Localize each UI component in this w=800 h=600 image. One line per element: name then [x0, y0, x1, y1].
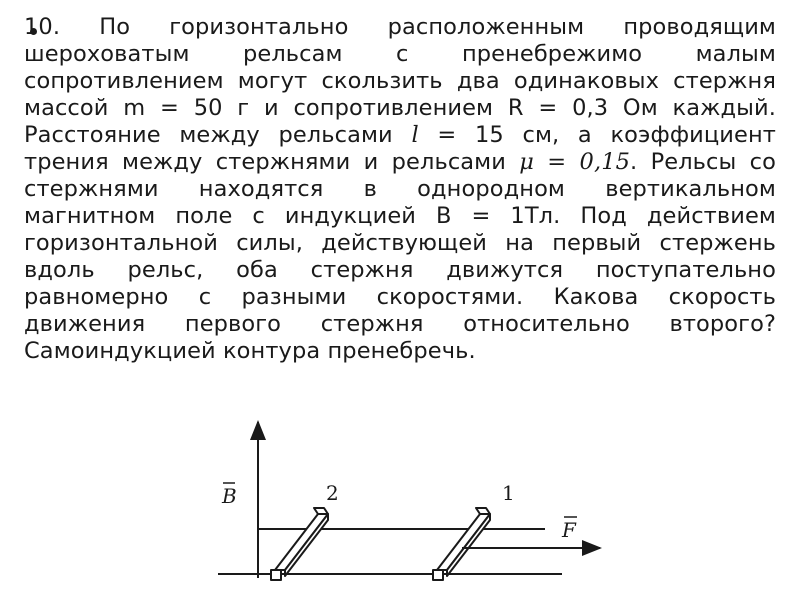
var-l: l: [411, 122, 419, 148]
problem-text-part1: По горизонтально расположенным проводящим шероховатым рельсам с пренебрежимо малым сопротивлением могут скользить два одинаковых стержня массой m = 50 г и сопротивлением R = 0,3 Ом каждый. Расстояние между рельсами: [24, 14, 776, 148]
svg-text:F: F: [562, 518, 576, 542]
problem-number: 10.: [24, 14, 61, 40]
rod-1-label: 1: [502, 481, 515, 505]
rails-diagram: [200, 410, 620, 600]
svg-text:B: B: [222, 484, 237, 508]
problem-text-part2: = 15 см, а коэффициент трения между стержнями и рельсами: [24, 122, 776, 175]
problem-text: [24, 14, 776, 365]
rod-2: [271, 508, 328, 580]
rod-1: [433, 508, 490, 580]
rod-2-label: 2: [326, 481, 339, 505]
var-mu: μ = 0,15: [519, 149, 631, 175]
problem-text-part3: . Рельсы со стержнями находятся в однородном вертикальном магнитном поле с индукцией B = 1Тл. Под действием горизонтальной силы, действующей на первый стержень вдоль рельс, оба стержня движутся поступательно равномерно с разными скоростями. Какова скорость движения первого стержня относительно второго? Самоиндукцией контура пренебречь.: [24, 149, 777, 364]
force-label: [561, 517, 577, 542]
b-field-label: [221, 483, 237, 508]
